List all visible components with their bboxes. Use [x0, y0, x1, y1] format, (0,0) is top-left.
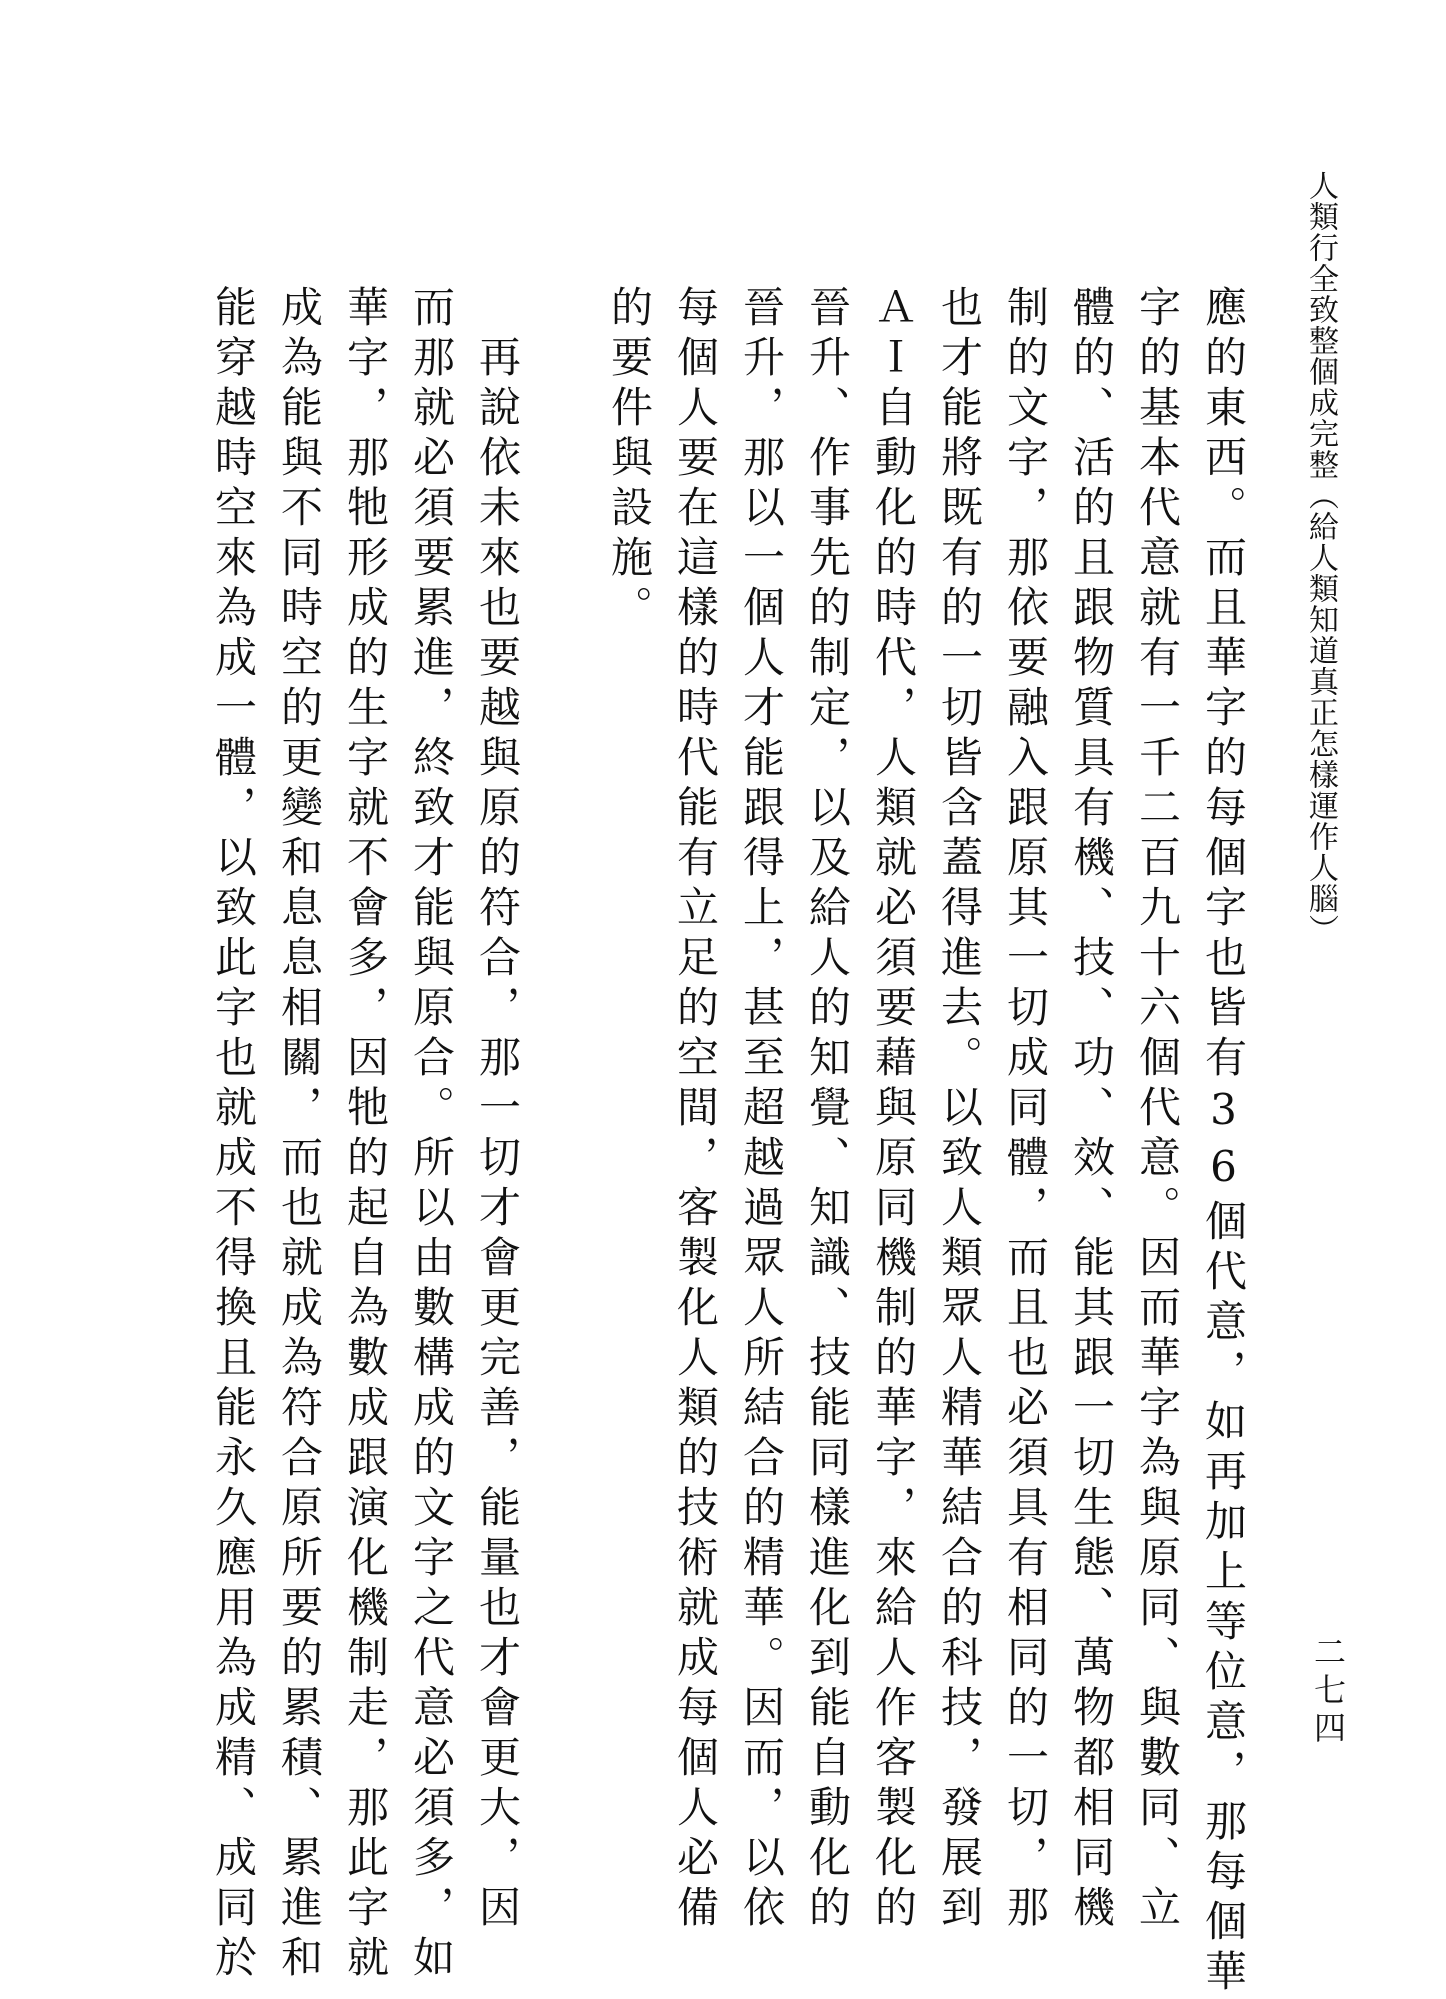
text-column: 體的、活的且跟物質具有機、技、功、效、能其跟一切生態、萬物都相同機	[1067, 285, 1116, 1935]
text-column: 應的東西。而且華字的每個字也皆有36個代意，如再加上等位意，那每個華	[1199, 285, 1248, 1999]
text-column: 每個人要在這樣的時代能有立足的空間，客製化人類的技術就成每個人必備	[671, 285, 720, 1935]
text-column: 華字，那牠形成的生字就不會多，因牠的起自為數成跟演化機制走，那此字就	[341, 285, 390, 1985]
text-column: 字的基本代意就有一千二百九十六個代意。因而華字為與原同、與數同、立	[1133, 285, 1182, 1935]
text-column: 的要件與設施。	[605, 285, 654, 635]
text-column: 能穿越時空來為成一體，以致此字也就成不得換且能永久應用為成精、成同於	[209, 285, 258, 1985]
paragraph-break	[530, 285, 596, 1885]
text-column: 晉升，那以一個人才能跟得上，甚至超越過眾人所結合的精華。因而，以依	[737, 285, 786, 1935]
text-column: ＡＩ自動化的時代，人類就必須要藉與原同機制的華字，來給人作客製化的	[869, 285, 918, 1935]
text-column: 也才能將既有的一切皆含蓋得進去。以致人類眾人精華結合的科技，發展到	[935, 285, 984, 1935]
text-column: 晉升、作事先的制定，以及給人的知覺、知識、技能同樣進化到能自動化的	[803, 285, 852, 1935]
body-text	[200, 285, 1256, 1999]
text-column: 再說依未來也要越與原的符合，那一切才會更完善，能量也才會更大，因	[473, 285, 522, 1935]
text-column: 成為能與不同時空的更變和息息相關，而也就成為符合原所要的累積、累進和	[275, 285, 324, 1985]
text-column: 而那就必須要累進，終致才能與原合。所以由數構成的文字之代意必須多，如	[407, 285, 456, 1985]
running-header: 人類行全致整個成完整（給人類知道真正怎樣運作人腦）	[1303, 170, 1338, 945]
page-number: 二七四	[1309, 1635, 1347, 1749]
text-column: 制的文字，那依要融入跟原其一切成同體，而且也必須具有相同的一切，那	[1001, 285, 1050, 1935]
